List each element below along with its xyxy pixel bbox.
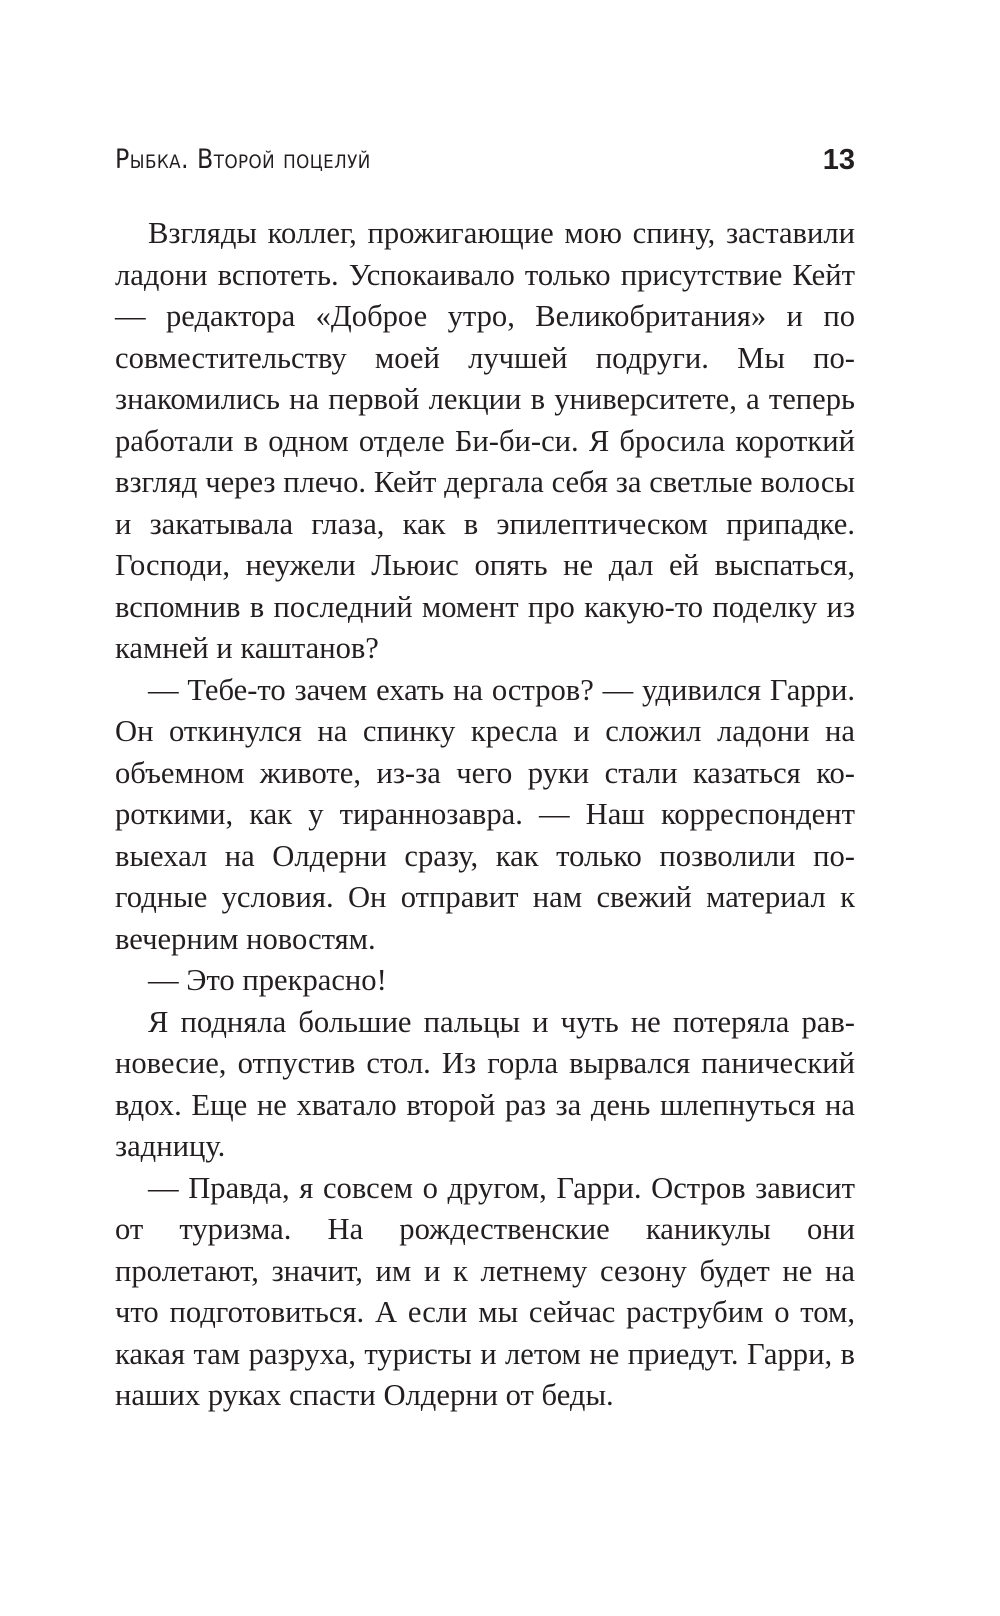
page-number: 13 bbox=[822, 144, 855, 176]
paragraph: — Тебе-то зачем ехать на остров? — удивился Гарри. Он откинулся на спинку кресла и сложил ладони на объемном животе, из-за чего руки стали казаться короткими, как у тираннозавра. — Наш корреспондент выехал на Олдерни сразу, как только позволили погодные условия. Он отправит нам свежий материал к вечерним новостям. bbox=[115, 672, 855, 956]
paragraph: Взгляды коллег, прожигающие мою спину, заставили ладони вспотеть. Успокаивало только присутствие Кейт — редактора «Доброе утро, Великобритания» и по совместительству моей лучшей подруги. Мы познакомились на первой лекции в университете, а теперь работали в одном отделе Би-би-си. Я бросила короткий взгляд через плечо. Кейт дергала себя за светлые волосы и закатывала глаза, как в эпилептическом припадке. Господи, неужели Льюис опять не дал ей выспаться, вспомнив в последний момент про какую-то поделку из камней и каштанов? bbox=[115, 216, 855, 665]
running-title: Рыбка. Второй поцелуй bbox=[115, 144, 371, 175]
paragraph: — Правда, я совсем о другом, Гарри. Остров зависит от туризма. На рождественские каникулы они пролетают, значит, им и к летнему сезону будет не на что подготовиться. А если мы сейчас раструбим о том, какая там разруха, туристы и летом не приедут. Гарри, в наших руках спасти Олдерни от беды. bbox=[115, 1170, 855, 1412]
body-text bbox=[115, 213, 855, 1417]
running-header bbox=[115, 140, 855, 190]
paragraph: Я подняла большие пальцы и чуть не потеряла равновесие, отпустив стол. Из горла вырвался панический вдох. Еще не хватало второй раз за день шлепнуться на задницу. bbox=[115, 1004, 855, 1163]
paragraph: — Это прекрасно! bbox=[148, 963, 387, 997]
